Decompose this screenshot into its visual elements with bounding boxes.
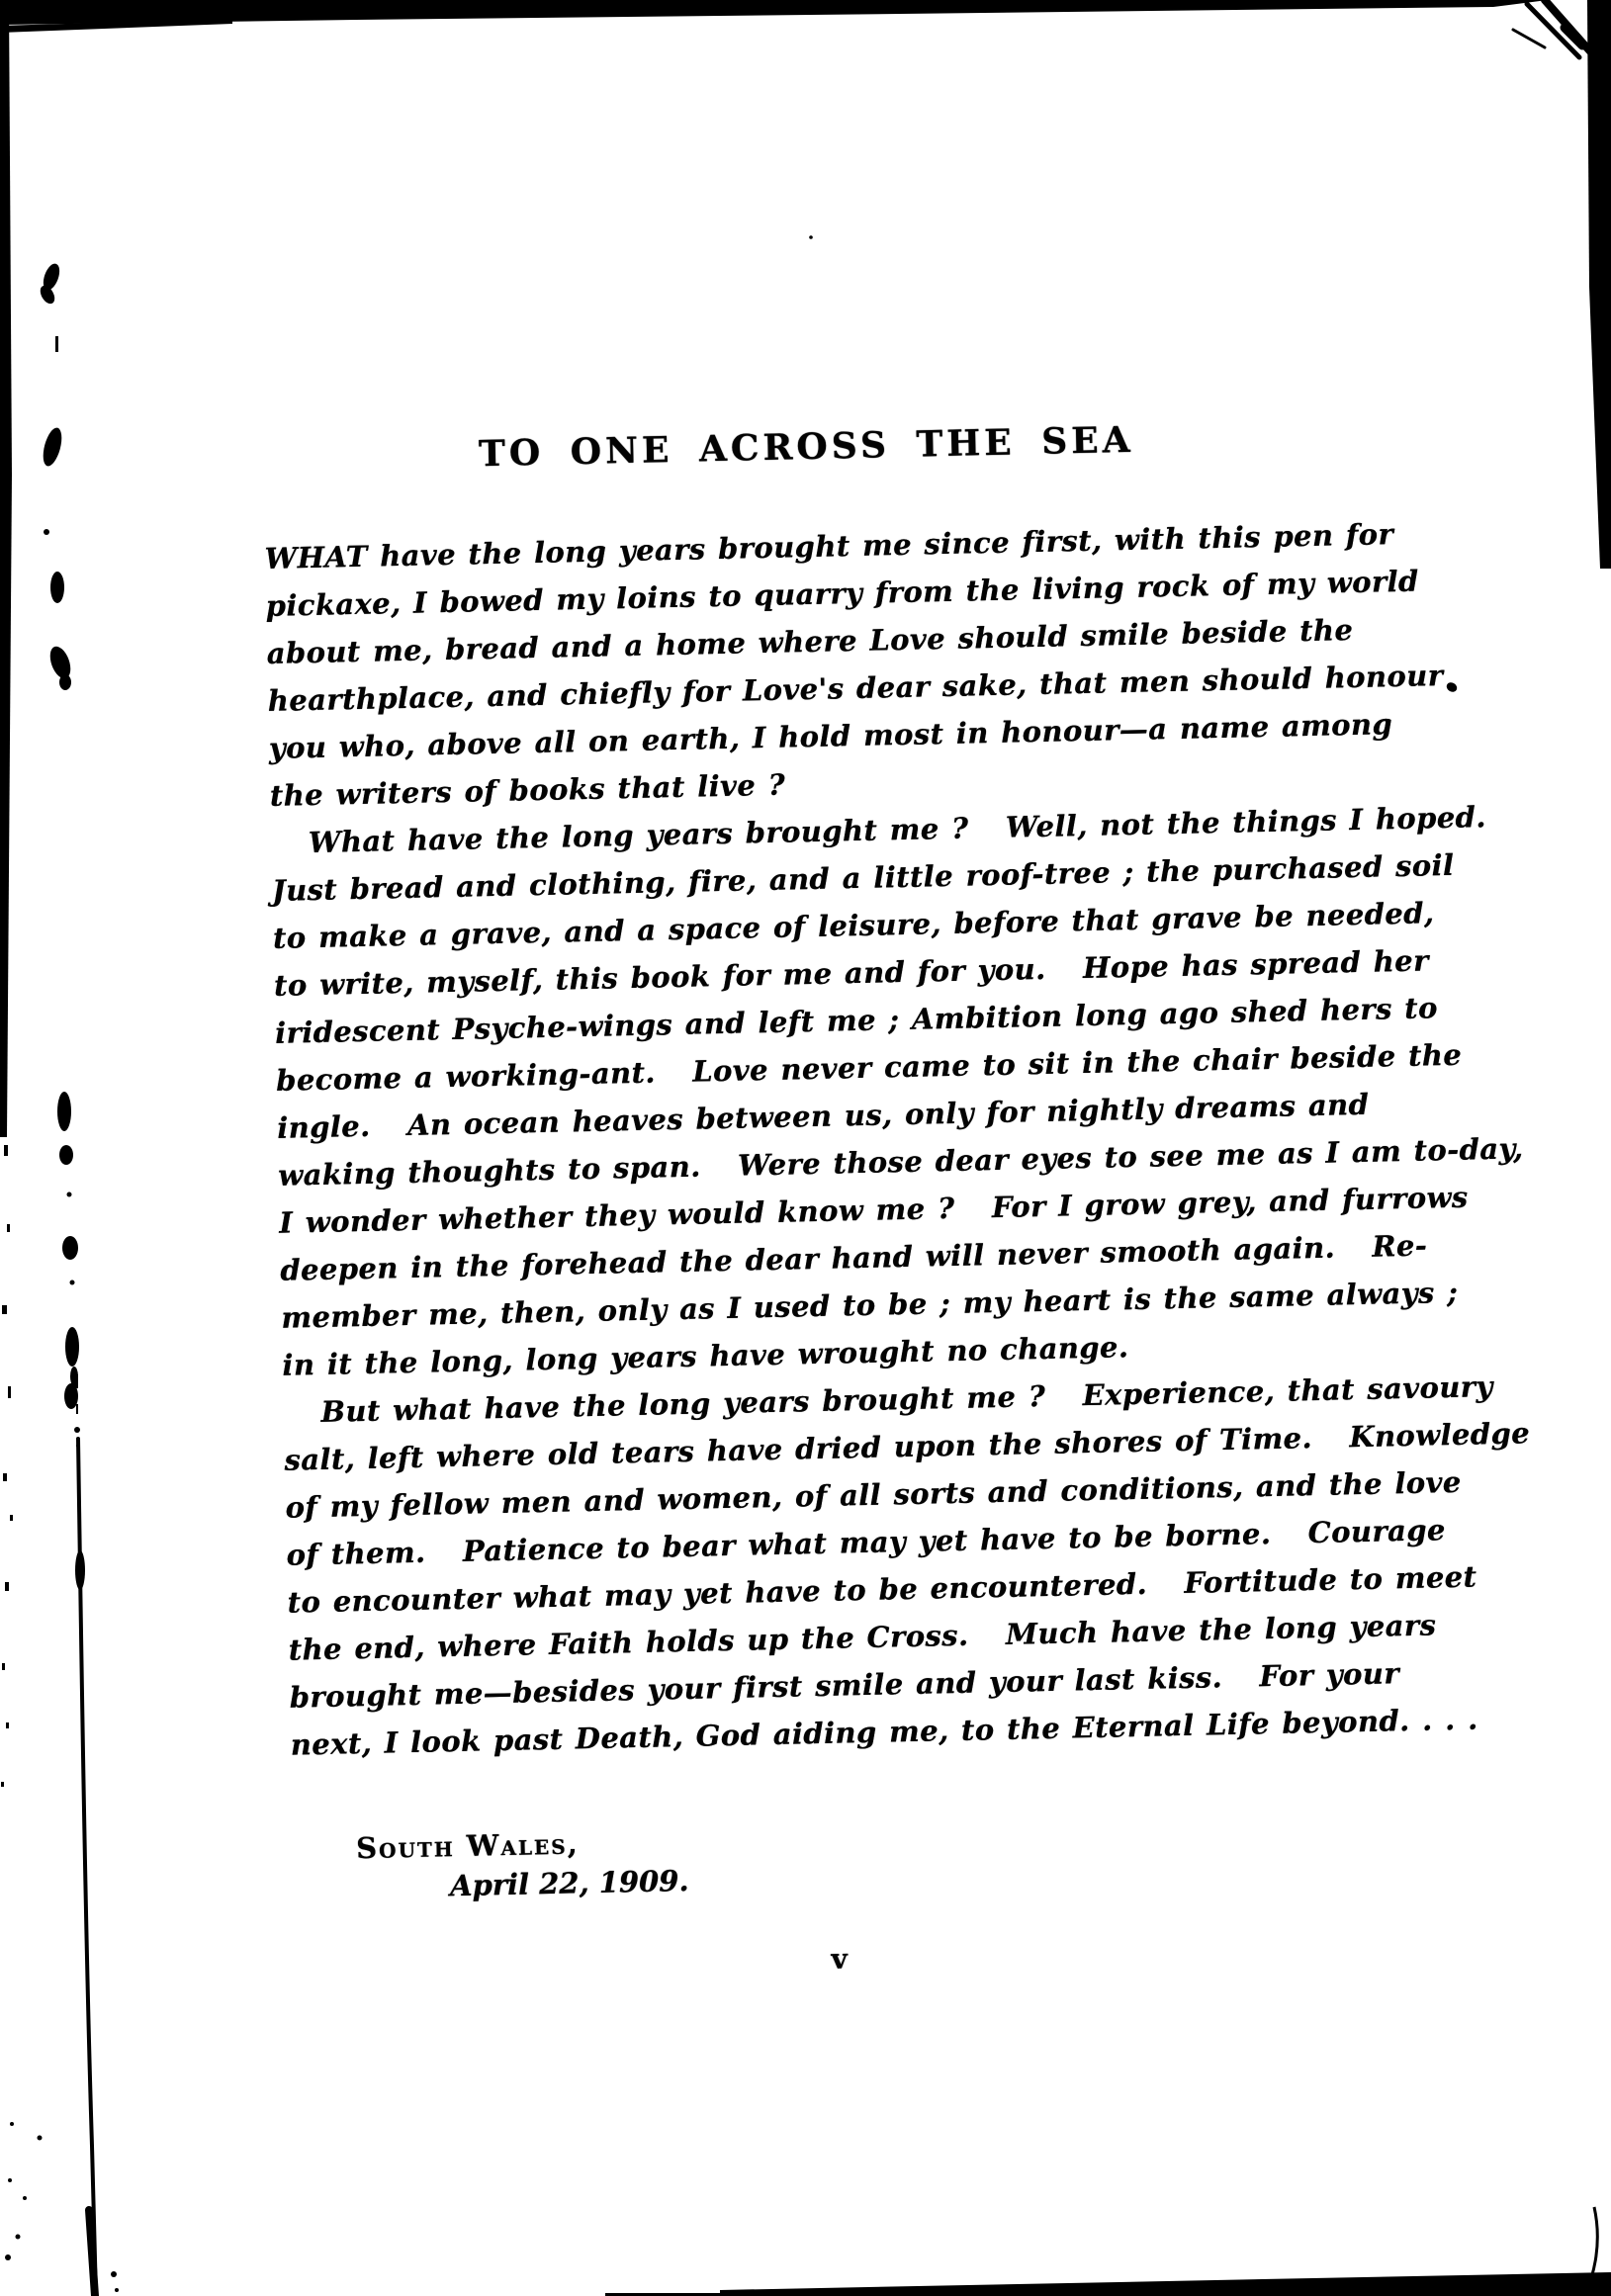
scan-artifact-corner-streaks <box>1513 0 1590 57</box>
text-line: to write, myself, this book for me and for you. Hope has spread her <box>273 943 1430 1003</box>
text-line: become a working-ant. Love never came to sit in the chair beside the <box>275 1037 1463 1098</box>
text-line: pickaxe, I bowed my loins to quarry from the living rock of my world <box>265 564 1420 623</box>
page-number: v <box>831 1942 849 1976</box>
paragraph-3 <box>283 1366 1531 1769</box>
text-line: iridescent Psyche-wings and left me ; Ambition long ago shed hers to <box>274 991 1439 1050</box>
signature-place: South Wales, <box>355 1826 581 1866</box>
text-line: ingle. An ocean heaves between us, only for nightly dreams and <box>276 1087 1370 1145</box>
text-line: of my fellow men and women, of all sorts and conditions, and the love <box>285 1464 1463 1525</box>
text-line: salt, left where old tears have dried upon the shores of Time. Knowledge <box>284 1416 1531 1477</box>
paragraph-2 <box>270 796 1524 1389</box>
text-line: the end, where Faith holds up the Cross. Much have the long years <box>288 1608 1437 1667</box>
text-line: of them. Patience to bear what may yet have to be borne. Courage <box>286 1513 1447 1572</box>
text-line: next, I look past Death, God aiding me, to the Eternal Life beyond. . . . <box>290 1702 1478 1762</box>
page-title: TO ONE ACROSS THE SEA <box>478 418 1135 476</box>
text-line: Just bread and clothing, fire, and a little roof-tree ; the purchased soil <box>271 847 1455 908</box>
text-line: hearthplace, and chiefly for Love's dear sake, that men should honour <box>267 659 1444 718</box>
scan-artifact-margin-blobs <box>38 261 80 1448</box>
text-line: member me, then, only as I used to be ; my heart is the same always ; <box>281 1275 1459 1335</box>
text-line: WHAT have the long years brought me since first, with this pen for <box>264 517 1394 575</box>
text-line: you who, above all on earth, I hold most in honour—a name among <box>268 707 1393 765</box>
text-line: I wonder whether they would know me ? For I grow grey, and furrows <box>278 1180 1469 1240</box>
scan-artifact-right-edge <box>1587 0 1611 569</box>
text-line: the writers of books that live ? <box>269 767 786 813</box>
text-line: But what have the long years brought me ? Experience, that savoury <box>320 1369 1494 1429</box>
dedication-text <box>264 511 1531 1769</box>
text-line: deepen in the forehead the dear hand will never smooth again. Re- <box>279 1228 1428 1287</box>
text-line: brought me—besides your first smile and your last kiss. For your <box>289 1656 1400 1715</box>
page-content <box>262 414 1531 1987</box>
scan-artifact-top-edge <box>0 0 1548 33</box>
signature-block <box>293 1807 1382 1909</box>
scan-artifact-bottom-edge <box>605 2207 1611 2296</box>
signature-date: April 22, 1909. <box>449 1863 689 1903</box>
scan-artifact-gutter-line <box>75 1374 96 2296</box>
text-line: What have the long years brought me ? Well, not the things I hoped. <box>308 800 1487 860</box>
text-line: about me, bread and a home where Love should smile beside the <box>266 612 1354 670</box>
paragraph-1 <box>264 511 1444 820</box>
text-line: in it the long, long years have wrought no change. <box>282 1330 1129 1382</box>
text-line: to encounter what may yet have to be encountered. Fortitude to meet <box>287 1559 1477 1620</box>
scan-artifact-left-edge <box>0 0 13 1787</box>
text-line: waking thoughts to span. Were those dear eyes to see me as I am to-day, <box>277 1131 1524 1192</box>
text-line: to make a grave, and a space of leisure, before that grave be needed, <box>272 896 1435 955</box>
